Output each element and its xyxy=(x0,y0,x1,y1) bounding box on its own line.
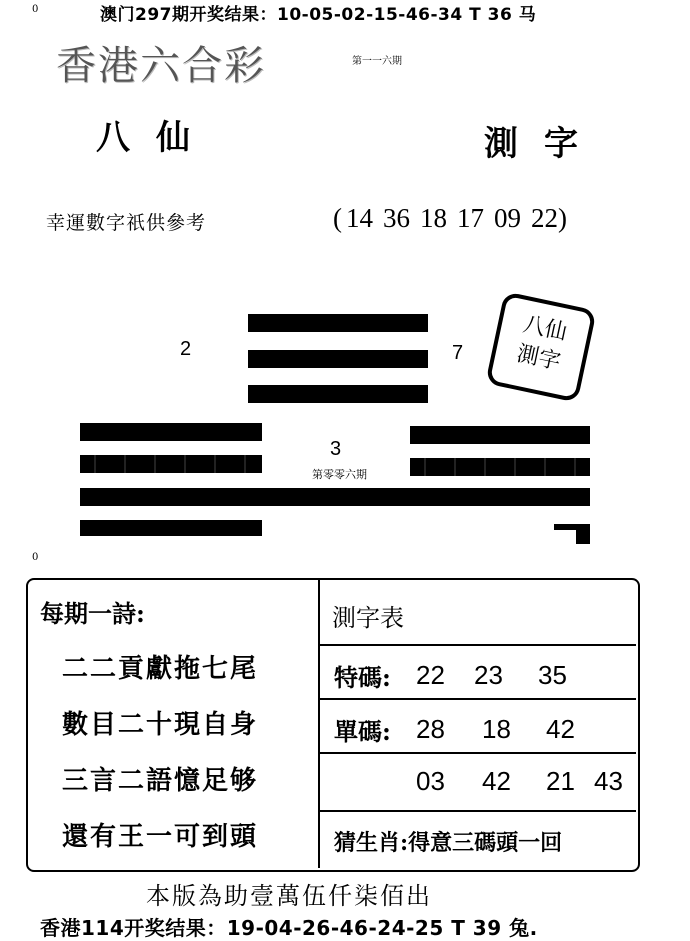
table-line-3 xyxy=(320,752,636,754)
table-line-4 xyxy=(320,810,636,812)
extra-number: 03 xyxy=(416,766,445,796)
table-line-1 xyxy=(320,644,636,646)
lucky-open-paren: ( xyxy=(333,203,342,233)
poem-line: 還有王一可到頭 xyxy=(62,822,259,852)
corner-mark-top: 0 xyxy=(32,4,39,15)
special-number: 22 xyxy=(416,660,445,690)
hexagram-left-bar-2 xyxy=(80,455,262,473)
hexagram-right-number: 7 xyxy=(452,342,464,364)
poem-line: 數目二十現自身 xyxy=(62,710,259,740)
hk-result-line: 香港114开奖结果：19-04-26-46-24-25 T 39 兔. xyxy=(40,916,538,940)
hexagram-top-bar-3 xyxy=(248,385,428,403)
extra-number: 43 xyxy=(594,766,623,796)
lucky-number: 22 xyxy=(531,203,558,233)
macau-result-line: 澳门297期开奖结果：10-05-02-15-46-34 T 36 马 xyxy=(100,5,537,25)
single-label: 單碼: xyxy=(334,717,391,746)
extra-number: 42 xyxy=(482,766,511,796)
lucky-numbers-label: 幸運數字祇供參考 xyxy=(46,212,207,234)
hexagram-bottom-right-corner xyxy=(576,524,590,544)
special-number: 35 xyxy=(538,660,567,690)
hexagram-long-bar xyxy=(80,488,590,506)
poem-line: 三言二語憶足够 xyxy=(62,766,259,796)
hexagram-center-number: 3 xyxy=(330,438,342,460)
corner-mark-mid: 0 xyxy=(32,552,39,563)
box-divider xyxy=(318,580,320,868)
hexagram-issue-caption: 第零零六期 xyxy=(312,468,367,481)
lucky-number: 18 xyxy=(420,203,447,233)
hexagram-right-bar-1 xyxy=(410,426,590,444)
title-left: 八仙 xyxy=(96,118,216,158)
table-line-2 xyxy=(320,698,636,700)
hexagram-top-bar-1 xyxy=(248,314,428,332)
table-title: 測字表 xyxy=(332,604,404,632)
brand-title: 香港六合彩 xyxy=(56,43,266,89)
lucky-number: 09 xyxy=(494,203,521,233)
hexagram-left-number: 2 xyxy=(180,338,192,360)
title-right: 測字 xyxy=(484,124,604,164)
hexagram-top-bar-2 xyxy=(248,350,428,368)
stamp-line-1: 八仙 xyxy=(520,312,569,346)
single-number: 18 xyxy=(482,714,511,744)
single-number: 42 xyxy=(546,714,575,744)
single-number: 28 xyxy=(416,714,445,744)
special-label: 特碼: xyxy=(334,663,391,692)
lucky-close-paren: ) xyxy=(558,203,567,233)
hexagram-bottom-left-bar xyxy=(80,520,262,536)
hexagram-right-bar-2 xyxy=(410,458,590,476)
lucky-numbers xyxy=(333,203,577,234)
footer-note: 本版為助壹萬伍仟柒佰出 xyxy=(146,882,432,910)
lucky-number: 36 xyxy=(383,203,410,233)
issue-number: 第一一六期 xyxy=(352,56,402,67)
lucky-number: 14 xyxy=(346,203,373,233)
extra-number: 21 xyxy=(546,766,575,796)
lucky-number: 17 xyxy=(457,203,484,233)
hexagram-left-bar-1 xyxy=(80,423,262,441)
poem-title: 每期一詩: xyxy=(40,599,145,628)
zodiac-hint: 猜生肖:得意三碼頭一回 xyxy=(334,830,563,856)
stamp-line-2: 測字 xyxy=(514,341,563,376)
poem-line: 二二貢獻拖七尾 xyxy=(62,654,259,684)
stamp-seal xyxy=(485,291,596,402)
special-number: 23 xyxy=(474,660,503,690)
